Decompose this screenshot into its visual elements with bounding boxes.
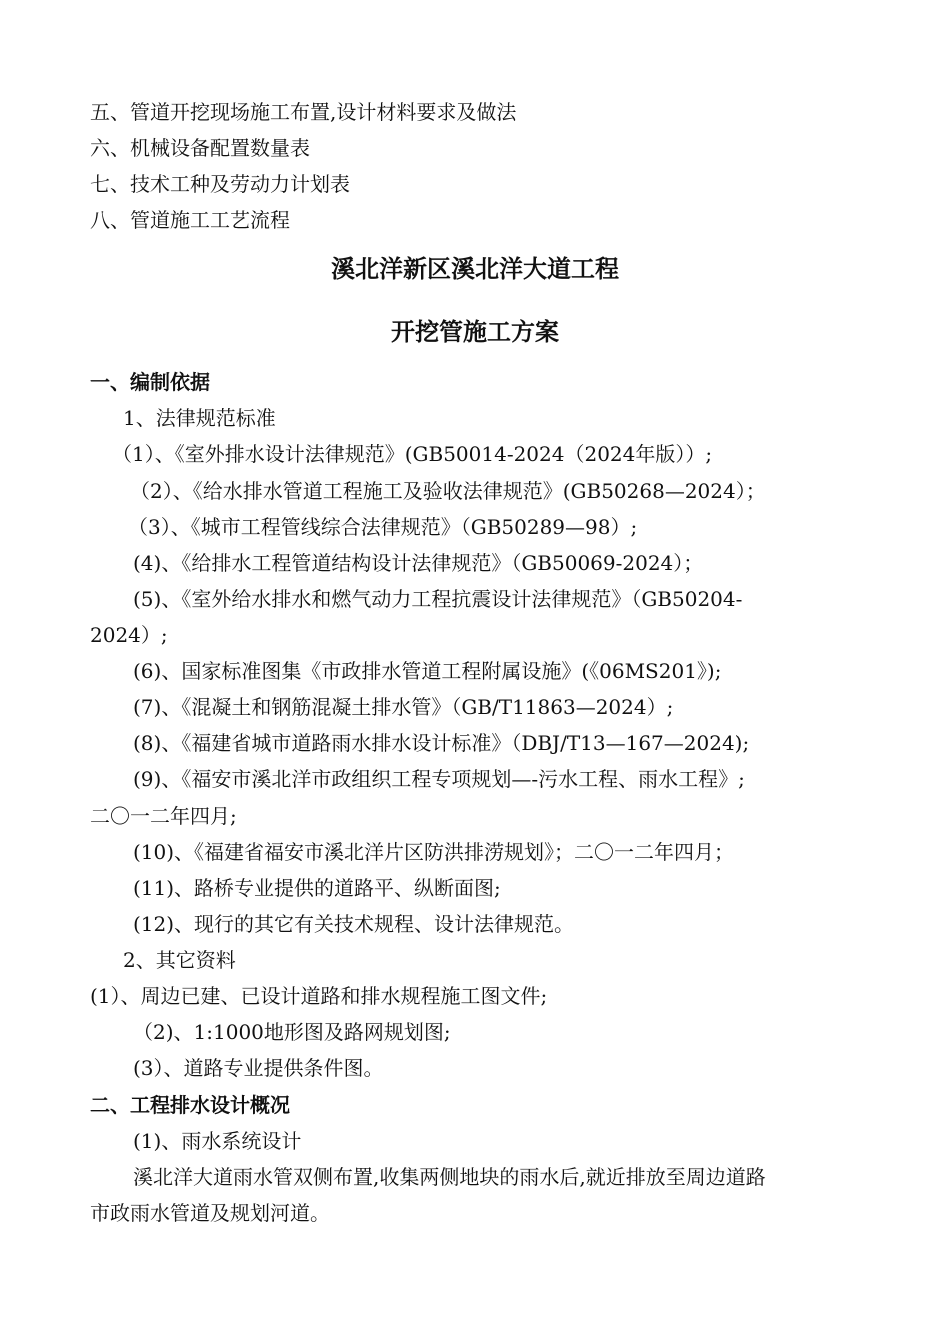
toc-line-6: 六、机械设备配置数量表 bbox=[90, 136, 310, 160]
reference-item: （2）、《给水排水管道工程施工及验收法律规范》(GB50268—2024）； bbox=[130, 479, 766, 503]
reference-item: (7)、《混凝土和钢筋混凝土排水管》（GB/T11863—2024）; bbox=[133, 695, 674, 719]
subsection-1-2: 2、其它资料 bbox=[123, 948, 236, 972]
subsection-2-1: (1)、雨水系统设计 bbox=[133, 1129, 302, 1153]
reference-item: (11)、路桥专业提供的道路平、纵断面图; bbox=[133, 876, 501, 900]
other-material-item: (3）、道路专业提供条件图。 bbox=[133, 1056, 384, 1080]
subsection-1-1: 1、法律规范标准 bbox=[123, 406, 276, 430]
reference-item: (6)、国家标准图集《市政排水管道工程附属设施》(《06MS201》); bbox=[133, 659, 722, 683]
reference-item: (8)、《福建省城市道路雨水排水设计标准》（DBJ/T13—167—2024); bbox=[133, 731, 750, 755]
reference-item: (10)、《福建省福安市溪北洋片区防洪排涝规划》；二〇一二年四月； bbox=[133, 840, 735, 864]
toc-line-7: 七、技术工种及劳动力计划表 bbox=[90, 172, 350, 196]
other-material-item: （2)、1:1000地形图及路网规划图; bbox=[133, 1020, 451, 1044]
doc-subtitle: 开挖管施工方案 bbox=[391, 318, 559, 346]
reference-item: (12)、现行的其它有关技术规程、设计法律规范。 bbox=[133, 912, 575, 936]
other-material-item: (1）、周边已建、已设计道路和排水规程施工图文件; bbox=[90, 984, 548, 1008]
reference-item-continued: 2024）; bbox=[90, 623, 168, 647]
reference-item: (4)、《给排水工程管道结构设计法律规范》（GB50069-2024）； bbox=[133, 551, 704, 575]
reference-item: (9)、《福安市溪北洋市政组织工程专项规划—-污水工程、雨水工程》; bbox=[133, 767, 745, 791]
reference-item: （1）、《室外排水设计法律规范》(GB50014-2024（2024年版））; bbox=[112, 442, 713, 466]
section-2-heading: 二、工程排水设计概况 bbox=[90, 1093, 290, 1117]
toc-line-8: 八、管道施工工艺流程 bbox=[90, 208, 290, 232]
reference-item-continued: 二〇一二年四月; bbox=[90, 804, 237, 828]
section-1-heading: 一、编制依据 bbox=[90, 370, 210, 394]
paragraph-line: 溪北洋大道雨水管双侧布置,收集两侧地块的雨水后,就近排放至周边道路 bbox=[133, 1165, 766, 1189]
doc-title: 溪北洋新区溪北洋大道工程 bbox=[331, 255, 619, 283]
toc-line-5: 五、管道开挖现场施工布置,设计材料要求及做法 bbox=[90, 100, 517, 124]
reference-item: (5)、《室外给水排水和燃气动力工程抗震设计法律规范》（GB50204- bbox=[133, 587, 743, 611]
reference-item: （3）、《城市工程管线综合法律规范》（GB50289—98）; bbox=[128, 515, 638, 539]
paragraph-line: 市政雨水管道及规划河道。 bbox=[90, 1201, 330, 1225]
